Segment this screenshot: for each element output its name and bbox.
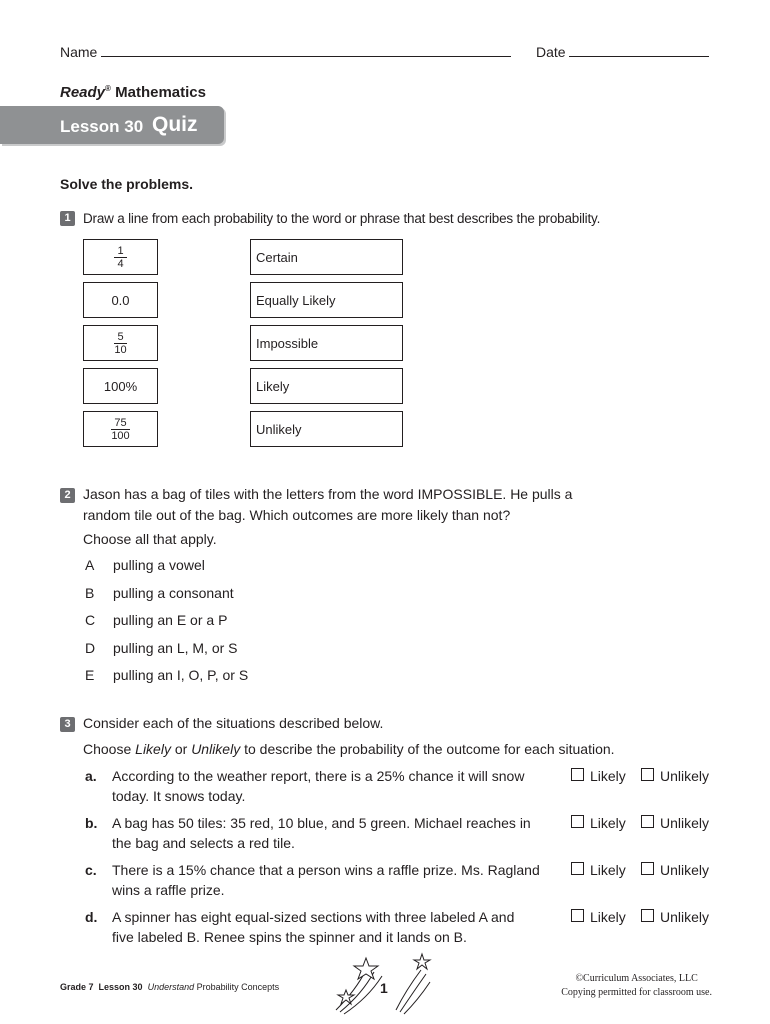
- fraction-denominator: 10: [114, 343, 127, 356]
- option-text: pulling an I, O, P, or S: [113, 667, 249, 683]
- unlikely-label: Unlikely: [660, 768, 710, 784]
- probability-value: 0.0: [111, 292, 130, 308]
- likely-checkbox[interactable]: [571, 862, 584, 875]
- fraction-denominator: 100: [111, 429, 130, 442]
- description-label: Likely: [256, 378, 290, 394]
- question-2-instruction: Choose all that apply.: [83, 531, 217, 547]
- fraction: [111, 417, 129, 442]
- question-1-text: Draw a line from each probability to the word or phrase that best describes the probability.: [83, 211, 601, 226]
- option-letter: B: [85, 584, 95, 601]
- probability-box[interactable]: [83, 325, 158, 361]
- likely-checkbox[interactable]: [571, 768, 584, 781]
- description-box[interactable]: [250, 368, 403, 404]
- brand-title: Ready® Mathematics: [60, 84, 206, 101]
- question-number-2: 2: [60, 488, 75, 503]
- probability-box[interactable]: [83, 411, 158, 447]
- question-2-line-2: random tile out of the bag. Which outcomes are more likely than not?: [83, 507, 511, 523]
- option-text: pulling an E or a P: [113, 612, 228, 628]
- fraction-numerator: 75: [111, 417, 129, 430]
- fraction-numerator: 1: [114, 245, 126, 258]
- answer-option[interactable]: [85, 612, 385, 632]
- likely-checkbox[interactable]: [571, 909, 584, 922]
- probability-box[interactable]: [83, 239, 158, 275]
- date-label: Date: [536, 44, 566, 60]
- description-box[interactable]: [250, 239, 403, 275]
- description-box[interactable]: [250, 411, 403, 447]
- footer-copyright: ©Curriculum Associates, LLC Copying permitted for classroom use.: [561, 973, 712, 998]
- likely-label: Likely: [590, 768, 626, 784]
- answer-option[interactable]: [85, 640, 385, 660]
- option-text: pulling an L, M, or S: [113, 639, 238, 656]
- fraction-denominator: 4: [117, 257, 124, 270]
- situation-letter: b.: [85, 815, 98, 831]
- unlikely-label: Unlikely: [660, 862, 710, 878]
- question-number-3: 3: [60, 717, 75, 732]
- situation-text-line-1: A spinner has eight equal-sized sections with three labeled A and: [112, 909, 515, 925]
- question-3-intro: Consider each of the situations described below.: [83, 715, 384, 731]
- situation-letter: c.: [85, 862, 97, 878]
- instructions: Solve the problems.: [60, 176, 194, 192]
- likely-label: Likely: [590, 862, 626, 878]
- situation-text-line-2: wins a raffle prize.: [112, 882, 225, 898]
- footer-course: Grade 7 Lesson 30 Understand Probability Concepts: [60, 982, 280, 992]
- probability-value: 100%: [103, 378, 138, 394]
- unlikely-checkbox[interactable]: [641, 768, 654, 781]
- unlikely-checkbox[interactable]: [641, 862, 654, 875]
- question-2-line-1: Jason has a bag of tiles with the letters from the word IMPOSSIBLE. He pulls a: [83, 486, 573, 502]
- situation-text-line-2: today. It snows today.: [112, 788, 246, 804]
- unlikely-checkbox[interactable]: [641, 909, 654, 922]
- likely-checkbox[interactable]: [571, 815, 584, 828]
- unlikely-checkbox[interactable]: [641, 815, 654, 828]
- situation-letter: a.: [85, 768, 97, 784]
- answer-option[interactable]: [85, 667, 385, 687]
- lesson-banner: [0, 106, 224, 144]
- option-letter: E: [85, 667, 95, 683]
- description-label: Certain: [256, 249, 298, 265]
- fraction-numerator: 5: [114, 331, 126, 344]
- likely-label: Likely: [590, 815, 626, 831]
- situation-letter: d.: [85, 909, 98, 925]
- situation-text-line-1: A bag has 50 tiles: 35 red, 10 blue, and 5 green. Michael reaches in: [112, 815, 531, 831]
- option-text: pulling a vowel: [113, 557, 205, 573]
- probability-box[interactable]: [83, 368, 158, 404]
- description-label: Unlikely: [256, 421, 302, 437]
- unlikely-label: Unlikely: [660, 815, 710, 831]
- situation-text-line-2: five labeled B. Renee spins the spinner and it lands on B.: [112, 929, 467, 945]
- fraction: [114, 331, 126, 356]
- name-label: Name: [60, 44, 98, 60]
- situation-text-line-1: According to the weather report, there is a 25% chance it will snow: [112, 768, 525, 784]
- likely-label: Likely: [590, 909, 626, 925]
- unlikely-label: Unlikely: [660, 909, 710, 925]
- fraction: [114, 245, 126, 270]
- option-letter: D: [85, 639, 96, 656]
- answer-option[interactable]: [85, 585, 385, 605]
- description-label: Impossible: [256, 335, 319, 351]
- situation-text-line-1: There is a 15% chance that a person wins a raffle prize. Ms. Ragland: [112, 862, 540, 878]
- description-label: Equally Likely: [256, 292, 336, 308]
- option-letter: A: [85, 557, 95, 573]
- page-number: 1: [380, 980, 388, 996]
- situation-text-line-2: the bag and selects a red tile.: [112, 835, 295, 851]
- lesson-label: Lesson 30: [60, 117, 144, 136]
- option-text: pulling a consonant: [113, 584, 234, 601]
- description-box[interactable]: [250, 282, 403, 318]
- question-3-choose: Choose Likely or Unlikely to describe the probability of the outcome for each situation.: [83, 741, 615, 757]
- question-number-1: 1: [60, 211, 75, 226]
- lesson-type: Quiz: [152, 113, 198, 136]
- name-field[interactable]: [60, 44, 511, 60]
- option-letter: C: [85, 612, 96, 628]
- answer-option[interactable]: [85, 557, 385, 577]
- date-field[interactable]: [536, 44, 709, 60]
- probability-box[interactable]: [83, 282, 158, 318]
- description-box[interactable]: [250, 325, 403, 361]
